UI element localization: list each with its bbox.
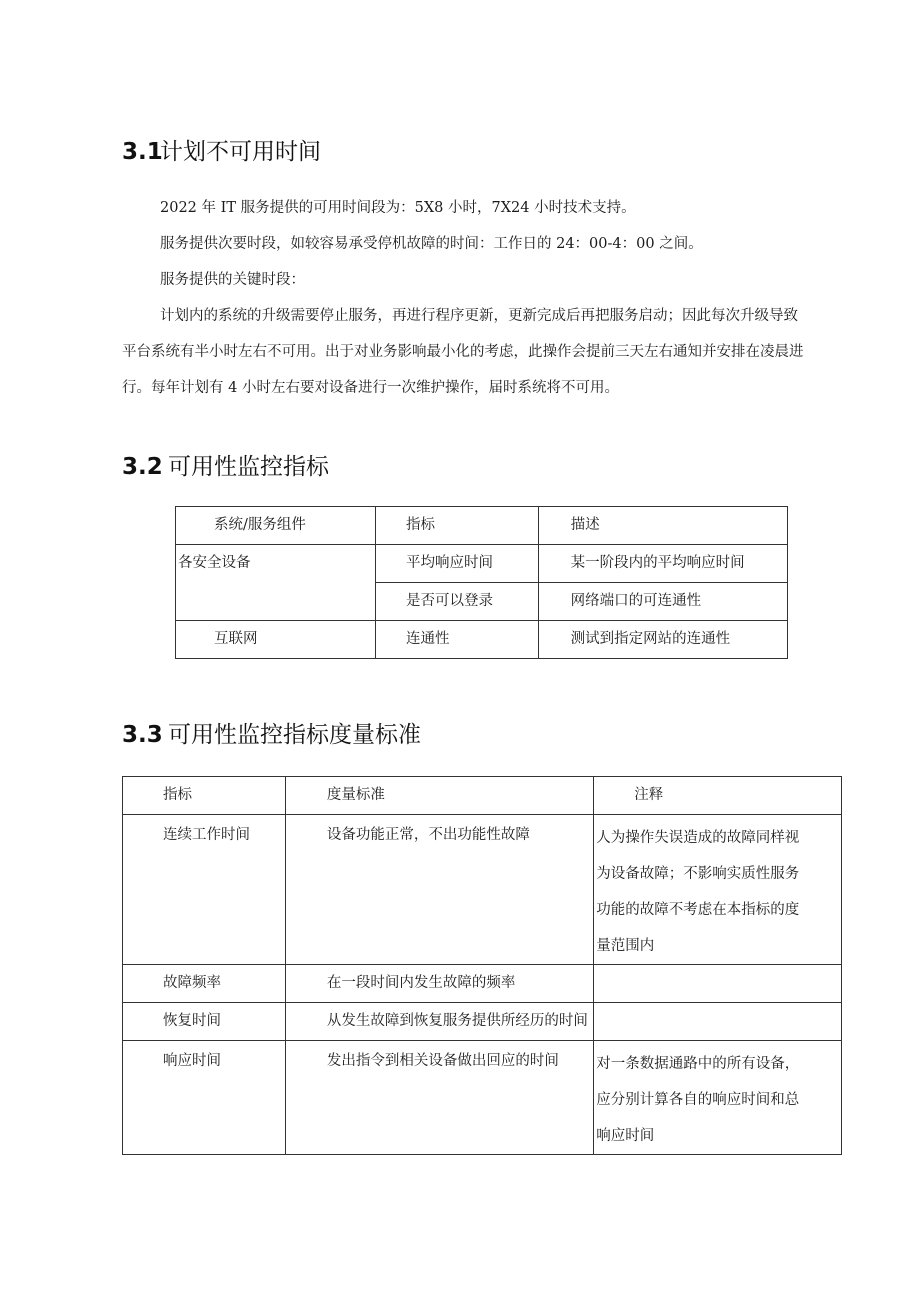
section-heading-3-3 <box>122 716 421 749</box>
header-cell-metric: 指标 <box>376 507 539 545</box>
cell-metric: 平均响应时间 <box>376 545 539 583</box>
header-cell-note: 注释 <box>594 777 842 815</box>
paragraph-available-time: 2022 年 IT 服务提供的可用时间段为：5X8 小时，7X24 小时技术支持。 <box>160 200 636 216</box>
monitoring-metrics-table <box>175 506 788 659</box>
paragraph-upgrade-plan <box>122 298 842 406</box>
cell-description: 某一阶段内的平均响应时间 <box>538 545 787 583</box>
table-row <box>176 545 788 583</box>
section-title: 计划不可用时间 <box>160 139 321 165</box>
cell-component: 互联网 <box>176 621 376 659</box>
note-line: 人为操作失误造成的故障同样视 <box>596 830 800 846</box>
paragraph-line: 行。每年计划有 4 小时左右要对设备进行一次维护操作，届时系统将不可用。 <box>122 380 619 396</box>
cell-metric: 是否可以登录 <box>376 583 539 621</box>
paragraph-key-period: 服务提供的关键时段： <box>160 272 305 288</box>
table-row <box>123 815 842 965</box>
cell-note <box>594 1041 842 1155</box>
paragraph-line: 计划内的系统的升级需要停止服务，再进行程序更新，更新完成后再把服务启动；因此每次升级导致 <box>160 308 798 324</box>
header-cell-standard: 度量标准 <box>285 777 593 815</box>
cell-component: 各安全设备 <box>176 545 376 621</box>
measurement-standards-table <box>122 776 842 1155</box>
cell-metric: 连续工作时间 <box>123 815 286 965</box>
table-header-row <box>123 777 842 815</box>
section-title: 可用性监控指标 <box>168 454 329 480</box>
cell-metric: 故障频率 <box>123 965 286 1003</box>
header-cell-description: 描述 <box>538 507 787 545</box>
section-number: 3.1 <box>122 139 163 165</box>
section-heading-3-1 <box>122 133 321 166</box>
cell-standard: 发出指令到相关设备做出回应的时间 <box>285 1041 593 1155</box>
section-title: 可用性监控指标度量标准 <box>168 722 421 748</box>
paragraph-secondary-period: 服务提供次要时段，如较容易承受停机故障的时间：工作日的 24：00-4：00 之间。 <box>160 236 703 252</box>
cell-standard: 设备功能正常，不出功能性故障 <box>285 815 593 965</box>
cell-description: 测试到指定网站的连通性 <box>538 621 787 659</box>
note-line: 功能的故障不考虑在本指标的度 <box>596 902 800 918</box>
section-number: 3.2 <box>122 454 163 480</box>
cell-note <box>594 1003 842 1041</box>
table-row <box>123 1041 842 1155</box>
note-line: 对一条数据通路中的所有设备， <box>596 1056 800 1072</box>
cell-note <box>594 815 842 965</box>
note-line: 响应时间 <box>596 1128 655 1144</box>
table-row <box>123 965 842 1003</box>
note-line: 为设备故障；不影响实质性服务 <box>596 866 800 882</box>
cell-note <box>594 965 842 1003</box>
cell-metric: 恢复时间 <box>123 1003 286 1041</box>
cell-description: 网络端口的可连通性 <box>538 583 787 621</box>
cell-metric: 响应时间 <box>123 1041 286 1155</box>
cell-standard: 在一段时间内发生故障的频率 <box>285 965 593 1003</box>
cell-metric: 连通性 <box>376 621 539 659</box>
section-number: 3.3 <box>122 722 163 748</box>
header-cell-metric: 指标 <box>123 777 286 815</box>
note-line: 应分别计算各自的响应时间和总 <box>596 1092 800 1108</box>
cell-standard: 从发生故障到恢复服务提供所经历的时间 <box>285 1003 593 1041</box>
table-row <box>176 621 788 659</box>
table-row <box>123 1003 842 1041</box>
table-header-row <box>176 507 788 545</box>
note-line: 量范围内 <box>596 938 655 954</box>
paragraph-line: 平台系统有半小时左右不可用。出于对业务影响最小化的考虑，此操作会提前三天左右通知并安排在凌晨进 <box>122 344 804 360</box>
header-cell-component: 系统/服务组件 <box>176 507 376 545</box>
section-heading-3-2 <box>122 448 329 481</box>
